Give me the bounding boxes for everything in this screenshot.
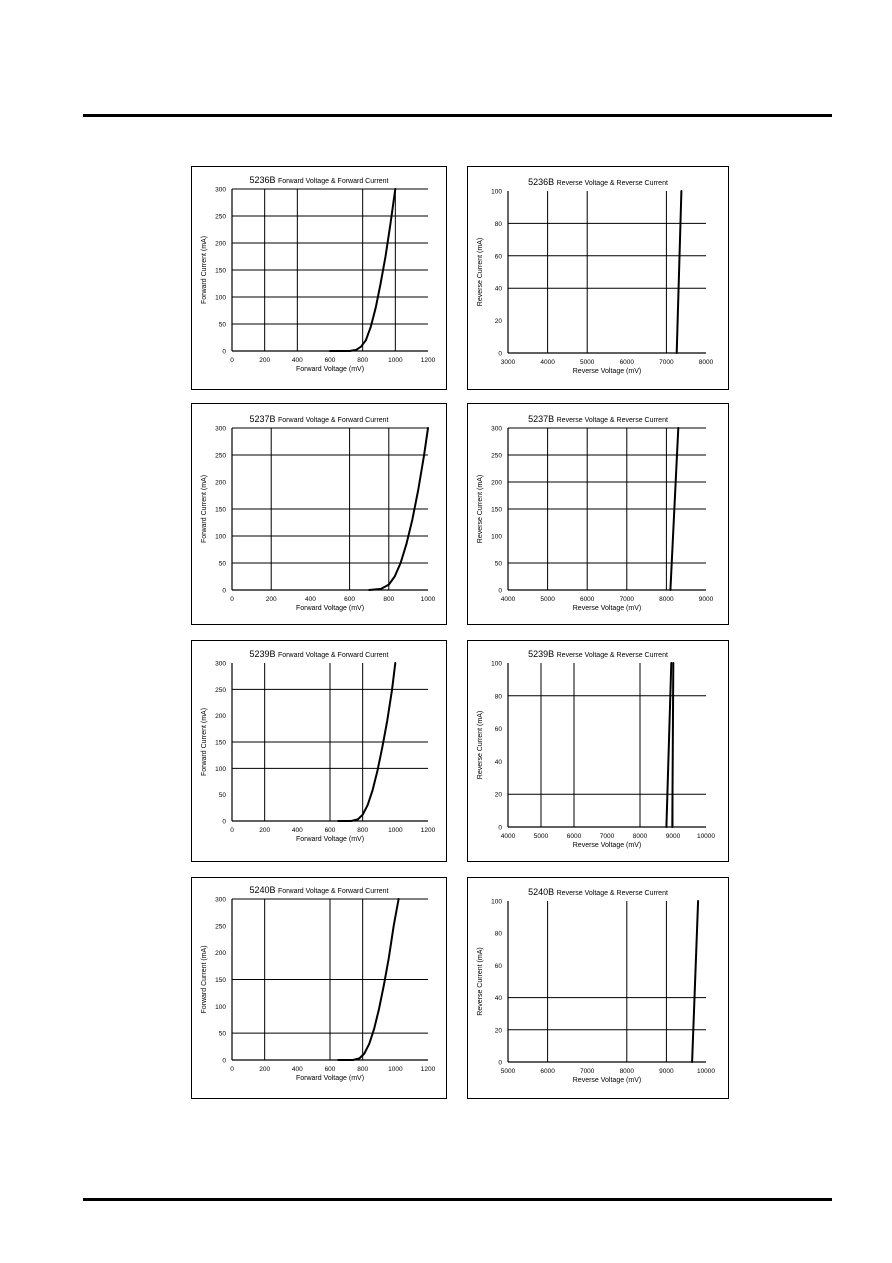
chart-title bbox=[249, 649, 388, 659]
x-axis-label: Reverse Voltage (mV) bbox=[572, 605, 642, 612]
chart-5240b-forward bbox=[191, 877, 447, 1099]
chart-title bbox=[249, 414, 388, 424]
y-tick-label: 250 bbox=[215, 686, 226, 694]
y-tick-label: 150 bbox=[491, 506, 502, 514]
y-tick-label: 60 bbox=[494, 253, 502, 261]
y-tick-label: 100 bbox=[215, 533, 226, 541]
footer-rule bbox=[83, 1198, 832, 1201]
x-tick-label: 400 bbox=[291, 827, 303, 834]
chart-title-text: Forward Voltage & Forward Current bbox=[278, 178, 389, 185]
chart-5239b-reverse bbox=[467, 640, 729, 862]
y-tick-label: 200 bbox=[215, 479, 226, 487]
x-tick-label: 9000 bbox=[698, 596, 714, 603]
x-tick-label: 10000 bbox=[696, 1068, 716, 1075]
y-tick-label: 200 bbox=[491, 479, 502, 487]
x-tick-label: 8000 bbox=[659, 596, 674, 603]
y-tick-label: 100 bbox=[215, 765, 226, 773]
x-axis-label: Forward Voltage (mV) bbox=[295, 836, 365, 843]
x-tick-label: 6000 bbox=[619, 359, 635, 366]
y-tick-label: 250 bbox=[215, 213, 226, 221]
x-tick-label: 9000 bbox=[665, 833, 681, 840]
x-tick-label: 400 bbox=[291, 1066, 303, 1073]
series-line bbox=[672, 663, 673, 827]
x-tick-label: 600 bbox=[324, 827, 336, 834]
x-axis-label: Forward Voltage (mV) bbox=[295, 605, 365, 612]
chart-svg bbox=[192, 878, 446, 1098]
x-tick-label: 200 bbox=[259, 357, 271, 364]
y-tick-label: 100 bbox=[491, 660, 502, 668]
header-rule bbox=[83, 114, 832, 117]
chart-title-model: 5237B bbox=[249, 414, 279, 424]
x-tick-label: 800 bbox=[357, 357, 369, 364]
chart-title bbox=[528, 649, 668, 659]
x-tick-label: 600 bbox=[324, 357, 336, 364]
y-tick-label: 300 bbox=[215, 186, 226, 194]
x-tick-label: 4000 bbox=[540, 359, 555, 366]
x-axis-label: Reverse Voltage (mV) bbox=[572, 842, 642, 849]
y-tick-label: 50 bbox=[218, 560, 226, 568]
chart-title bbox=[528, 177, 668, 187]
y-tick-label: 60 bbox=[494, 962, 502, 970]
chart-svg bbox=[468, 641, 728, 861]
x-tick-label: 1000 bbox=[388, 1066, 403, 1073]
chart-title-model: 5239B bbox=[249, 649, 279, 659]
chart-title-text: Reverse Voltage & Reverse Current bbox=[556, 180, 668, 187]
chart-title-model: 5240B bbox=[528, 887, 557, 897]
y-tick-label: 0 bbox=[498, 824, 502, 832]
chart-5240b-reverse bbox=[467, 877, 729, 1099]
y-axis-label: Forward Current (mA) bbox=[201, 474, 208, 544]
chart-title bbox=[249, 885, 388, 895]
chart-title-text: Forward Voltage & Forward Current bbox=[278, 417, 389, 424]
y-tick-label: 80 bbox=[494, 930, 502, 938]
chart-title-text: Reverse Voltage & Reverse Current bbox=[556, 890, 668, 897]
chart-title bbox=[528, 887, 668, 897]
y-tick-label: 0 bbox=[222, 587, 226, 595]
y-axis-label: Forward Current (mA) bbox=[201, 235, 208, 305]
x-tick-label: 800 bbox=[357, 1066, 369, 1073]
x-tick-label: 800 bbox=[357, 827, 369, 834]
x-tick-label: 5000 bbox=[500, 1068, 516, 1075]
y-tick-label: 50 bbox=[494, 560, 502, 568]
chart-svg bbox=[468, 167, 728, 389]
chart-5239b-forward bbox=[191, 640, 447, 862]
y-axis-label: Reverse Current (mA) bbox=[477, 710, 484, 780]
x-tick-label: 7000 bbox=[659, 359, 674, 366]
chart-title bbox=[249, 175, 388, 185]
y-tick-label: 0 bbox=[222, 818, 226, 826]
y-tick-label: 50 bbox=[218, 792, 226, 800]
chart-title-text: Forward Voltage & Forward Current bbox=[278, 652, 389, 659]
x-tick-label: 1000 bbox=[388, 357, 403, 364]
y-tick-label: 80 bbox=[494, 693, 502, 701]
y-tick-label: 200 bbox=[215, 713, 226, 721]
x-tick-label: 8000 bbox=[619, 1068, 635, 1075]
chart-title-text: Reverse Voltage & Reverse Current bbox=[556, 417, 668, 424]
chart-5237b-reverse bbox=[467, 403, 729, 625]
y-tick-label: 200 bbox=[215, 950, 226, 958]
x-tick-label: 200 bbox=[265, 596, 277, 603]
chart-svg bbox=[192, 167, 446, 389]
y-tick-label: 100 bbox=[215, 1003, 226, 1011]
y-tick-label: 40 bbox=[494, 995, 502, 1003]
series-line bbox=[692, 901, 698, 1062]
chart-title-model: 5239B bbox=[528, 649, 557, 659]
x-axis-label: Reverse Voltage (mV) bbox=[572, 1077, 642, 1084]
x-tick-label: 9000 bbox=[659, 1068, 674, 1075]
x-tick-label: 6000 bbox=[540, 1068, 555, 1075]
x-tick-label: 6000 bbox=[566, 833, 582, 840]
y-tick-label: 40 bbox=[494, 758, 502, 766]
y-axis-label: Forward Current (mA) bbox=[201, 707, 208, 777]
x-tick-label: 800 bbox=[383, 596, 395, 603]
x-tick-label: 5000 bbox=[540, 596, 555, 603]
x-tick-label: 1200 bbox=[420, 357, 436, 364]
y-axis-label: Reverse Current (mA) bbox=[477, 474, 484, 544]
x-tick-label: 5000 bbox=[533, 833, 549, 840]
chart-title-text: Forward Voltage & Forward Current bbox=[278, 888, 389, 895]
y-tick-label: 50 bbox=[218, 321, 226, 329]
chart-title bbox=[528, 414, 668, 424]
x-tick-label: 5000 bbox=[579, 359, 595, 366]
y-tick-label: 0 bbox=[498, 1059, 502, 1067]
chart-svg bbox=[468, 404, 728, 624]
y-axis-label: Forward Current (mA) bbox=[201, 945, 208, 1014]
x-tick-label: 4000 bbox=[500, 596, 516, 603]
x-tick-label: 7000 bbox=[599, 833, 615, 840]
chart-title-model: 5237B bbox=[528, 414, 557, 424]
chart-title-text: Reverse Voltage & Reverse Current bbox=[556, 652, 668, 659]
x-tick-label: 8000 bbox=[632, 833, 648, 840]
x-tick-label: 6000 bbox=[579, 596, 595, 603]
x-tick-label: 4000 bbox=[500, 833, 516, 840]
y-tick-label: 300 bbox=[215, 660, 226, 668]
x-tick-label: 400 bbox=[304, 596, 316, 603]
x-axis-label: Forward Voltage (mV) bbox=[295, 366, 365, 373]
chart-title-model: 5240B bbox=[249, 885, 279, 895]
y-tick-label: 0 bbox=[498, 350, 502, 358]
y-tick-label: 150 bbox=[215, 267, 226, 275]
x-tick-label: 0 bbox=[230, 596, 234, 603]
y-tick-label: 100 bbox=[215, 294, 226, 302]
x-tick-label: 1200 bbox=[420, 827, 436, 834]
x-tick-label: 600 bbox=[324, 1066, 336, 1073]
x-axis-label: Reverse Voltage (mV) bbox=[572, 368, 642, 375]
y-tick-label: 60 bbox=[494, 726, 502, 734]
x-tick-label: 1000 bbox=[388, 827, 403, 834]
y-tick-label: 20 bbox=[494, 318, 502, 326]
x-tick-label: 200 bbox=[259, 827, 271, 834]
y-axis-label: Reverse Current (mA) bbox=[477, 947, 484, 1016]
x-tick-label: 1000 bbox=[420, 596, 436, 603]
chart-svg bbox=[192, 641, 446, 861]
chart-svg bbox=[468, 878, 728, 1098]
chart-title-model: 5236B bbox=[528, 177, 557, 187]
chart-title-model: 5236B bbox=[249, 175, 279, 185]
x-tick-label: 0 bbox=[230, 1066, 234, 1073]
y-axis-label: Reverse Current (mA) bbox=[477, 237, 484, 307]
x-tick-label: 0 bbox=[230, 827, 234, 834]
y-tick-label: 100 bbox=[491, 898, 502, 906]
x-tick-label: 7000 bbox=[619, 596, 635, 603]
chart-5237b-forward bbox=[191, 403, 447, 625]
y-tick-label: 80 bbox=[494, 220, 502, 228]
x-tick-label: 7000 bbox=[579, 1068, 595, 1075]
y-tick-label: 200 bbox=[215, 240, 226, 248]
chart-svg bbox=[192, 404, 446, 624]
x-tick-label: 0 bbox=[230, 357, 234, 364]
y-tick-label: 300 bbox=[215, 896, 226, 904]
y-tick-label: 100 bbox=[491, 188, 502, 196]
y-tick-label: 150 bbox=[215, 506, 226, 514]
x-tick-label: 200 bbox=[259, 1066, 271, 1073]
y-tick-label: 300 bbox=[215, 425, 226, 433]
x-tick-label: 10000 bbox=[696, 833, 716, 840]
chart-5236b-reverse bbox=[467, 166, 729, 390]
series-line bbox=[666, 663, 671, 827]
y-tick-label: 250 bbox=[215, 452, 226, 460]
y-tick-label: 150 bbox=[215, 977, 226, 984]
y-tick-label: 0 bbox=[222, 1057, 226, 1065]
series-line bbox=[677, 191, 682, 353]
x-axis-label: Forward Voltage (mV) bbox=[295, 1075, 365, 1082]
y-tick-label: 50 bbox=[218, 1030, 226, 1038]
chart-5236b-forward bbox=[191, 166, 447, 390]
x-tick-label: 1200 bbox=[420, 1066, 436, 1073]
y-tick-label: 300 bbox=[491, 425, 502, 433]
y-tick-label: 250 bbox=[215, 923, 226, 931]
y-tick-label: 0 bbox=[498, 587, 502, 595]
y-tick-label: 0 bbox=[222, 348, 226, 356]
x-tick-label: 600 bbox=[344, 596, 356, 603]
y-tick-label: 250 bbox=[491, 452, 502, 460]
y-tick-label: 40 bbox=[494, 285, 502, 293]
y-tick-label: 20 bbox=[494, 1027, 502, 1035]
x-tick-label: 3000 bbox=[500, 359, 516, 366]
y-tick-label: 20 bbox=[494, 791, 502, 799]
y-tick-label: 150 bbox=[215, 739, 226, 747]
x-tick-label: 400 bbox=[291, 357, 303, 364]
x-tick-label: 8000 bbox=[698, 359, 714, 366]
y-tick-label: 100 bbox=[491, 533, 502, 541]
